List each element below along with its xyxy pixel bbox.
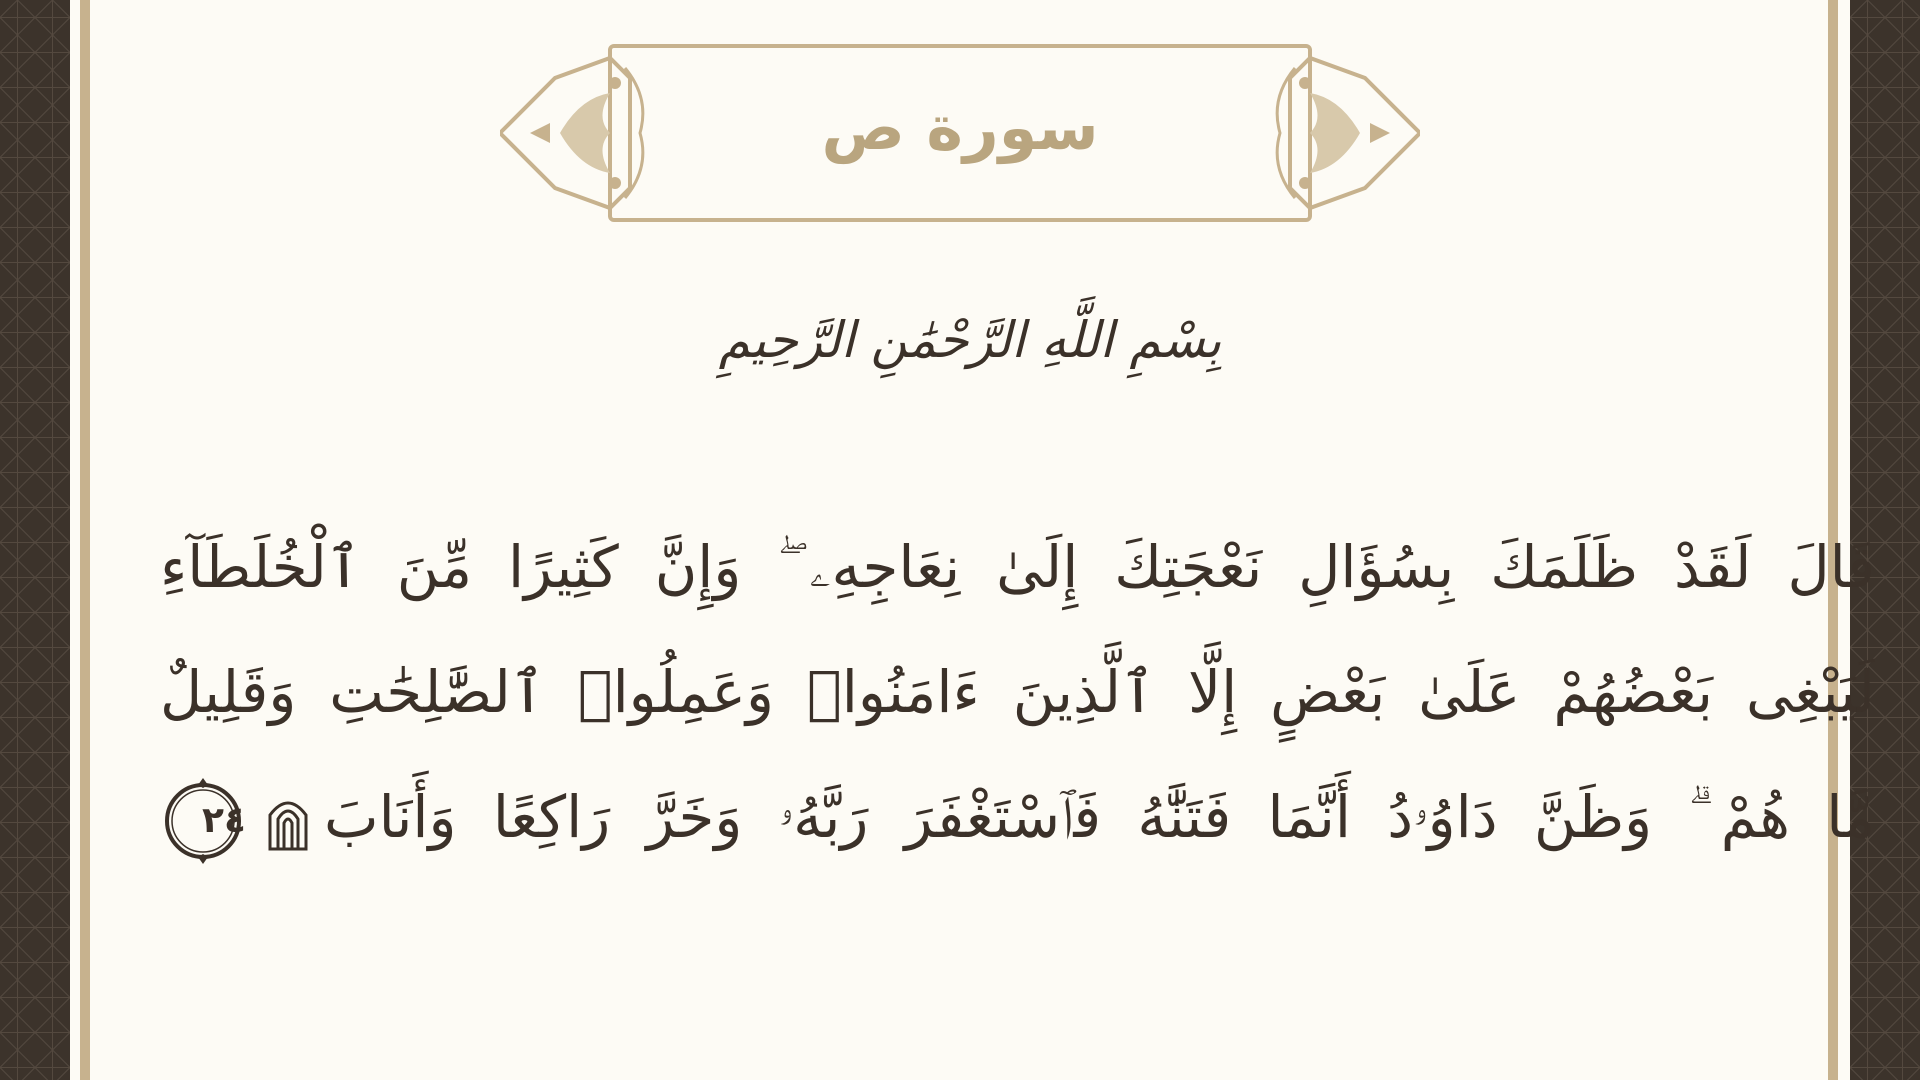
page-border-left <box>80 0 90 1080</box>
verse-line-1: قَالَ لَقَدْ ظَلَمَكَ بِسُؤَالِ نَعْجَتِكَ إِلَىٰ نِعَاجِهِۦ ۖ وَإِنَّ كَثِيرًا مِّنَ ٱلْخُلَطَآءِ <box>160 533 1875 601</box>
page-panel <box>70 0 1875 1080</box>
sajda-arch-icon <box>266 791 310 851</box>
surah-title: سورة ص <box>821 91 1099 164</box>
basmala-text: بِسْمِ اللَّهِ الرَّحْمَٰنِ الرَّحِيمِ <box>718 311 1222 369</box>
verse-line-3 <box>160 755 1875 880</box>
ayah-number-marker <box>160 778 246 864</box>
verse-line-3-text: مَّا هُمْ ۗ وَظَنَّ دَاوُۥدُ أَنَّمَا فَتَنَّٰهُ فَٱسْتَغْفَرَ رَبَّهُۥ وَخَرَّ رَاكِعًا وَأَنَابَ <box>324 783 1875 851</box>
verse-line-2: لَيَبْغِى بَعْضُهُمْ عَلَىٰ بَعْضٍ إِلَّا ٱلَّذِينَ ءَامَنُوا۟ وَعَمِلُوا۟ ٱلصَّٰلِحَٰتِ وَقَلِيلٌ <box>160 658 1875 726</box>
left-decorative-pattern <box>0 0 70 1080</box>
verse-block <box>160 505 1875 905</box>
surah-header-frame <box>500 38 1420 228</box>
ayah-number: ٢٤ <box>202 799 246 841</box>
